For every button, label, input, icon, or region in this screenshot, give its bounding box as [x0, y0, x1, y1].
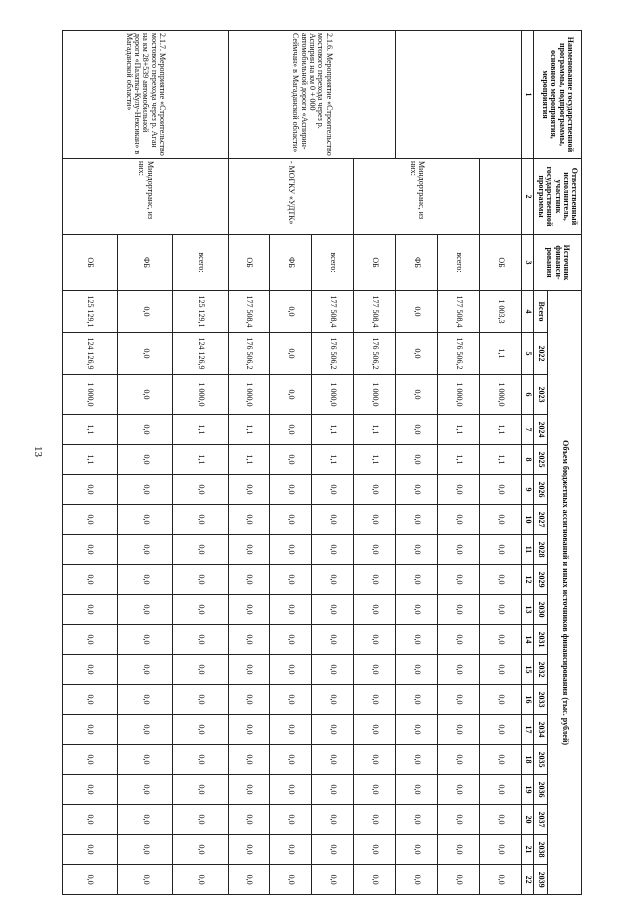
column-number: 8 — [522, 445, 534, 475]
header-year: 2039 — [534, 865, 548, 895]
value-cell: 1 000,0 — [63, 375, 118, 415]
value-cell: 177 508,4 — [228, 291, 270, 333]
value-cell: 0,0 — [270, 775, 312, 805]
value-cell: 0,0 — [63, 685, 118, 715]
value-cell: 0,0 — [396, 685, 438, 715]
column-number: 1 — [522, 31, 534, 159]
value-cell: 1,1 — [63, 445, 118, 475]
value-cell: 0,0 — [270, 715, 312, 745]
column-number: 19 — [522, 775, 534, 805]
value-cell: 0,0 — [354, 475, 396, 505]
value-cell: 124 126,9 — [63, 333, 118, 375]
value-cell: 0,0 — [118, 415, 173, 445]
value-cell: 0,0 — [438, 565, 480, 595]
header-year: 2027 — [534, 505, 548, 535]
value-cell: 0,0 — [173, 505, 228, 535]
value-cell: 0,0 — [118, 535, 173, 565]
value-cell: 0,0 — [173, 565, 228, 595]
value-cell: 0,0 — [438, 685, 480, 715]
value-cell: 0,0 — [396, 375, 438, 415]
value-cell: 0,0 — [118, 685, 173, 715]
value-cell: 0,0 — [354, 715, 396, 745]
value-cell: 0,0 — [270, 835, 312, 865]
value-cell: 0,0 — [228, 685, 270, 715]
source-cell: всего: — [173, 235, 228, 291]
value-cell: 0,0 — [438, 805, 480, 835]
value-cell: 0,0 — [270, 685, 312, 715]
value-cell: 176 506,2 — [438, 333, 480, 375]
value-cell: 0,0 — [118, 505, 173, 535]
value-cell: 0,0 — [228, 565, 270, 595]
value-cell: 0,0 — [438, 745, 480, 775]
value-cell: 0,0 — [354, 865, 396, 895]
value-cell: 0,0 — [228, 715, 270, 745]
value-cell: 0,0 — [354, 535, 396, 565]
value-cell: 1 000,0 — [354, 375, 396, 415]
source-cell: ОБ — [480, 235, 522, 291]
value-cell: 0,0 — [396, 535, 438, 565]
value-cell: 0,0 — [480, 775, 522, 805]
value-cell: 1 000,0 — [312, 375, 354, 415]
value-cell: 0,0 — [63, 595, 118, 625]
value-cell: 0,0 — [118, 865, 173, 895]
value-cell: 0,0 — [396, 415, 438, 445]
value-cell: 0,0 — [118, 745, 173, 775]
value-cell: 0,0 — [228, 775, 270, 805]
value-cell: 0,0 — [173, 865, 228, 895]
value-cell: 0,0 — [312, 505, 354, 535]
value-cell: 0,0 — [270, 655, 312, 685]
value-cell: 177 508,4 — [312, 291, 354, 333]
value-cell: 0,0 — [396, 445, 438, 475]
value-cell: 0,0 — [396, 595, 438, 625]
value-cell: 0,0 — [118, 475, 173, 505]
column-number: 17 — [522, 715, 534, 745]
value-cell: 176 506,2 — [354, 333, 396, 375]
column-number: 22 — [522, 865, 534, 895]
header-year: Всего — [534, 291, 548, 333]
value-cell: 0,0 — [480, 625, 522, 655]
value-cell: 0,0 — [228, 865, 270, 895]
page-number: 13 — [32, 446, 44, 457]
value-cell: 0,0 — [228, 655, 270, 685]
value-cell: 0,0 — [228, 745, 270, 775]
rotated-table-container — [62, 30, 582, 888]
executor-cell: Миндортранс, из них: — [354, 159, 480, 235]
value-cell: 0,0 — [354, 655, 396, 685]
value-cell: 0,0 — [173, 685, 228, 715]
value-cell: 0,0 — [312, 745, 354, 775]
column-number: 5 — [522, 333, 534, 375]
value-cell: 0,0 — [438, 595, 480, 625]
column-number: 20 — [522, 805, 534, 835]
value-cell: 0,0 — [270, 333, 312, 375]
value-cell: 0,0 — [438, 865, 480, 895]
value-cell: 0,0 — [173, 775, 228, 805]
value-cell: 0,0 — [118, 375, 173, 415]
source-cell: ОБ — [354, 235, 396, 291]
value-cell: 0,0 — [270, 805, 312, 835]
column-number: 16 — [522, 685, 534, 715]
value-cell: 125 129,1 — [173, 291, 228, 333]
value-cell: 0,0 — [63, 745, 118, 775]
value-cell: 1,1 — [480, 445, 522, 475]
value-cell: 0,0 — [354, 835, 396, 865]
value-cell: 0,0 — [312, 595, 354, 625]
value-cell: 0,0 — [480, 505, 522, 535]
value-cell: 177 508,4 — [438, 291, 480, 333]
value-cell: 0,0 — [396, 745, 438, 775]
header-year: 2036 — [534, 775, 548, 805]
column-number: 12 — [522, 565, 534, 595]
value-cell: 0,0 — [396, 291, 438, 333]
column-number: 7 — [522, 415, 534, 445]
header-year: 2029 — [534, 565, 548, 595]
source-cell: ОБ — [228, 235, 270, 291]
value-cell: 0,0 — [270, 745, 312, 775]
source-cell: всего: — [312, 235, 354, 291]
value-cell: 0,0 — [480, 835, 522, 865]
header-year: 2022 — [534, 333, 548, 375]
value-cell: 0,0 — [396, 715, 438, 745]
value-cell: 0,0 — [63, 535, 118, 565]
value-cell: 0,0 — [118, 835, 173, 865]
value-cell: 0,0 — [173, 805, 228, 835]
value-cell: 0,0 — [396, 655, 438, 685]
column-number: 11 — [522, 535, 534, 565]
value-cell: 0,0 — [312, 865, 354, 895]
column-number: 13 — [522, 595, 534, 625]
value-cell: 0,0 — [396, 333, 438, 375]
column-number: 18 — [522, 745, 534, 775]
value-cell: 0,0 — [396, 475, 438, 505]
value-cell: 0,0 — [118, 333, 173, 375]
value-cell: 0,0 — [354, 625, 396, 655]
value-cell: 0,0 — [173, 655, 228, 685]
value-cell: 0,0 — [396, 835, 438, 865]
measure-name: 2.1.7. Мероприятие «Строительство мостового перехода через р. Аган на км 28+539 автомобильной дороги «Палатка-Кулу-Нексикан» в Магаданской области» — [63, 31, 229, 159]
value-cell: 177 508,4 — [354, 291, 396, 333]
value-cell: 0,0 — [270, 565, 312, 595]
header-year: 2033 — [534, 685, 548, 715]
source-cell: всего: — [438, 235, 480, 291]
value-cell: 0,0 — [173, 595, 228, 625]
source-cell: ФБ — [118, 235, 173, 291]
source-cell: ФБ — [396, 235, 438, 291]
header-year: 2031 — [534, 625, 548, 655]
table-row — [438, 31, 480, 895]
value-cell: 0,0 — [480, 745, 522, 775]
value-cell: 0,0 — [396, 865, 438, 895]
value-cell: 125 129,1 — [63, 291, 118, 333]
value-cell: 0,0 — [270, 415, 312, 445]
value-cell: 0,0 — [118, 445, 173, 475]
value-cell: 0,0 — [118, 715, 173, 745]
value-cell: 0,0 — [438, 715, 480, 745]
value-cell: 0,0 — [118, 595, 173, 625]
header-source: Источник финанси-рования — [534, 235, 582, 291]
header-year: 2038 — [534, 835, 548, 865]
header-year: 2023 — [534, 375, 548, 415]
column-number: 10 — [522, 505, 534, 535]
value-cell: 0,0 — [118, 775, 173, 805]
value-cell: 0,0 — [270, 445, 312, 475]
value-cell: 0,0 — [118, 805, 173, 835]
value-cell: 0,0 — [228, 505, 270, 535]
value-cell: 0,0 — [63, 475, 118, 505]
value-cell: 0,0 — [173, 745, 228, 775]
value-cell: 0,0 — [312, 625, 354, 655]
value-cell: 0,0 — [396, 805, 438, 835]
value-cell: 0,0 — [63, 805, 118, 835]
value-cell: 0,0 — [354, 805, 396, 835]
header-executor: Ответственный исполнитель, участник государственной программы — [534, 159, 582, 235]
value-cell: 176 506,2 — [228, 333, 270, 375]
value-cell: 1 000,0 — [228, 375, 270, 415]
value-cell: 0,0 — [312, 475, 354, 505]
value-cell: 0,0 — [270, 535, 312, 565]
value-cell: 0,0 — [118, 291, 173, 333]
header-year: 2030 — [534, 595, 548, 625]
value-cell: 1,1 — [354, 445, 396, 475]
measure-name — [396, 31, 522, 159]
value-cell: 1 000,0 — [438, 375, 480, 415]
value-cell: 0,0 — [270, 625, 312, 655]
header-name: Наименование государственной программы, подпрограммы, основного мероприятия, мероприятия — [534, 31, 582, 159]
value-cell: 176 506,2 — [312, 333, 354, 375]
value-cell: 0,0 — [312, 805, 354, 835]
value-cell: 0,0 — [480, 595, 522, 625]
value-cell: 1,1 — [354, 415, 396, 445]
header-year: 2037 — [534, 805, 548, 835]
executor-cell: - МОГКУ «УДТК» — [228, 159, 354, 235]
column-number: 15 — [522, 655, 534, 685]
table-row — [312, 31, 354, 895]
value-cell: 1,1 — [438, 445, 480, 475]
column-number: 9 — [522, 475, 534, 505]
value-cell: 0,0 — [438, 505, 480, 535]
value-cell: 0,0 — [438, 625, 480, 655]
header-year: 2035 — [534, 745, 548, 775]
value-cell: 0,0 — [118, 625, 173, 655]
value-cell: 1 003,3 — [480, 291, 522, 333]
value-cell: 0,0 — [118, 565, 173, 595]
funding-table — [62, 30, 582, 895]
column-number: 21 — [522, 835, 534, 865]
value-cell: 0,0 — [480, 535, 522, 565]
value-cell: 0,0 — [396, 565, 438, 595]
value-cell: 0,0 — [480, 865, 522, 895]
value-cell: 0,0 — [63, 865, 118, 895]
value-cell: 1,1 — [312, 445, 354, 475]
value-cell: 0,0 — [63, 625, 118, 655]
table-row — [480, 31, 522, 895]
column-number: 14 — [522, 625, 534, 655]
value-cell: 0,0 — [270, 865, 312, 895]
value-cell: 0,0 — [438, 655, 480, 685]
value-cell: 0,0 — [354, 565, 396, 595]
executor-cell — [480, 159, 522, 235]
value-cell: 0,0 — [438, 475, 480, 505]
value-cell: 0,0 — [173, 835, 228, 865]
value-cell: 1,1 — [173, 415, 228, 445]
header-year: 2025 — [534, 445, 548, 475]
value-cell: 1 000,0 — [480, 375, 522, 415]
value-cell: 0,0 — [396, 775, 438, 805]
value-cell: 0,0 — [63, 655, 118, 685]
value-cell: 0,0 — [63, 835, 118, 865]
value-cell: 0,0 — [270, 375, 312, 415]
header-year: 2024 — [534, 415, 548, 445]
value-cell: 1,1 — [480, 333, 522, 375]
value-cell: 0,0 — [354, 685, 396, 715]
column-number: 3 — [522, 235, 534, 291]
value-cell: 0,0 — [228, 805, 270, 835]
value-cell: 0,0 — [173, 475, 228, 505]
value-cell: 1,1 — [63, 415, 118, 445]
value-cell: 0,0 — [480, 655, 522, 685]
value-cell: 0,0 — [312, 715, 354, 745]
header-year: 2032 — [534, 655, 548, 685]
column-number: 2 — [522, 159, 534, 235]
value-cell: 0,0 — [312, 655, 354, 685]
value-cell: 0,0 — [354, 775, 396, 805]
value-cell: 0,0 — [312, 775, 354, 805]
value-cell: 1,1 — [438, 415, 480, 445]
value-cell: 1,1 — [480, 415, 522, 445]
value-cell: 0,0 — [312, 835, 354, 865]
value-cell: 0,0 — [270, 475, 312, 505]
value-cell: 1,1 — [228, 415, 270, 445]
header-year: 2028 — [534, 535, 548, 565]
measure-name: 2.1.6. Мероприятие «Строительство мостового перехода через р. Аспирин на км 0 + 000 автомобильной дороги «Аспирин-Сеймчан» в Магаданской области» — [228, 31, 396, 159]
value-cell: 0,0 — [63, 715, 118, 745]
value-cell: 0,0 — [270, 595, 312, 625]
table-row — [173, 31, 228, 895]
value-cell: 0,0 — [396, 505, 438, 535]
value-cell: 0,0 — [118, 655, 173, 685]
column-number: 6 — [522, 375, 534, 415]
column-number: 4 — [522, 291, 534, 333]
value-cell: 0,0 — [228, 625, 270, 655]
value-cell: 1 000,0 — [173, 375, 228, 415]
value-cell: 0,0 — [173, 715, 228, 745]
value-cell: 0,0 — [228, 535, 270, 565]
value-cell: 0,0 — [270, 291, 312, 333]
executor-cell: Миндортранс, из них: — [63, 159, 229, 235]
value-cell: 124 126,9 — [173, 333, 228, 375]
value-cell: 0,0 — [480, 805, 522, 835]
value-cell: 0,0 — [228, 475, 270, 505]
value-cell: 0,0 — [63, 775, 118, 805]
value-cell: 0,0 — [354, 595, 396, 625]
value-cell: 0,0 — [312, 685, 354, 715]
value-cell: 0,0 — [228, 595, 270, 625]
value-cell: 0,0 — [438, 535, 480, 565]
header-volume: Объем бюджетных ассигнований и иных источников финансирования (тыс. рублей) — [548, 291, 582, 895]
value-cell: 0,0 — [396, 625, 438, 655]
value-cell: 0,0 — [63, 505, 118, 535]
value-cell: 0,0 — [312, 535, 354, 565]
value-cell: 0,0 — [354, 745, 396, 775]
value-cell: 1,1 — [228, 445, 270, 475]
source-cell: ОБ — [63, 235, 118, 291]
value-cell: 0,0 — [480, 715, 522, 745]
value-cell: 0,0 — [480, 475, 522, 505]
source-cell: ФБ — [270, 235, 312, 291]
value-cell: 0,0 — [173, 535, 228, 565]
value-cell: 0,0 — [173, 625, 228, 655]
header-year: 2026 — [534, 475, 548, 505]
value-cell: 0,0 — [63, 565, 118, 595]
value-cell: 0,0 — [438, 775, 480, 805]
value-cell: 0,0 — [480, 685, 522, 715]
header-year: 2034 — [534, 715, 548, 745]
value-cell: 0,0 — [228, 835, 270, 865]
value-cell: 0,0 — [438, 835, 480, 865]
value-cell: 1,1 — [173, 445, 228, 475]
value-cell: 0,0 — [480, 565, 522, 595]
value-cell: 0,0 — [354, 505, 396, 535]
value-cell: 0,0 — [270, 505, 312, 535]
value-cell: 1,1 — [312, 415, 354, 445]
value-cell: 0,0 — [312, 565, 354, 595]
